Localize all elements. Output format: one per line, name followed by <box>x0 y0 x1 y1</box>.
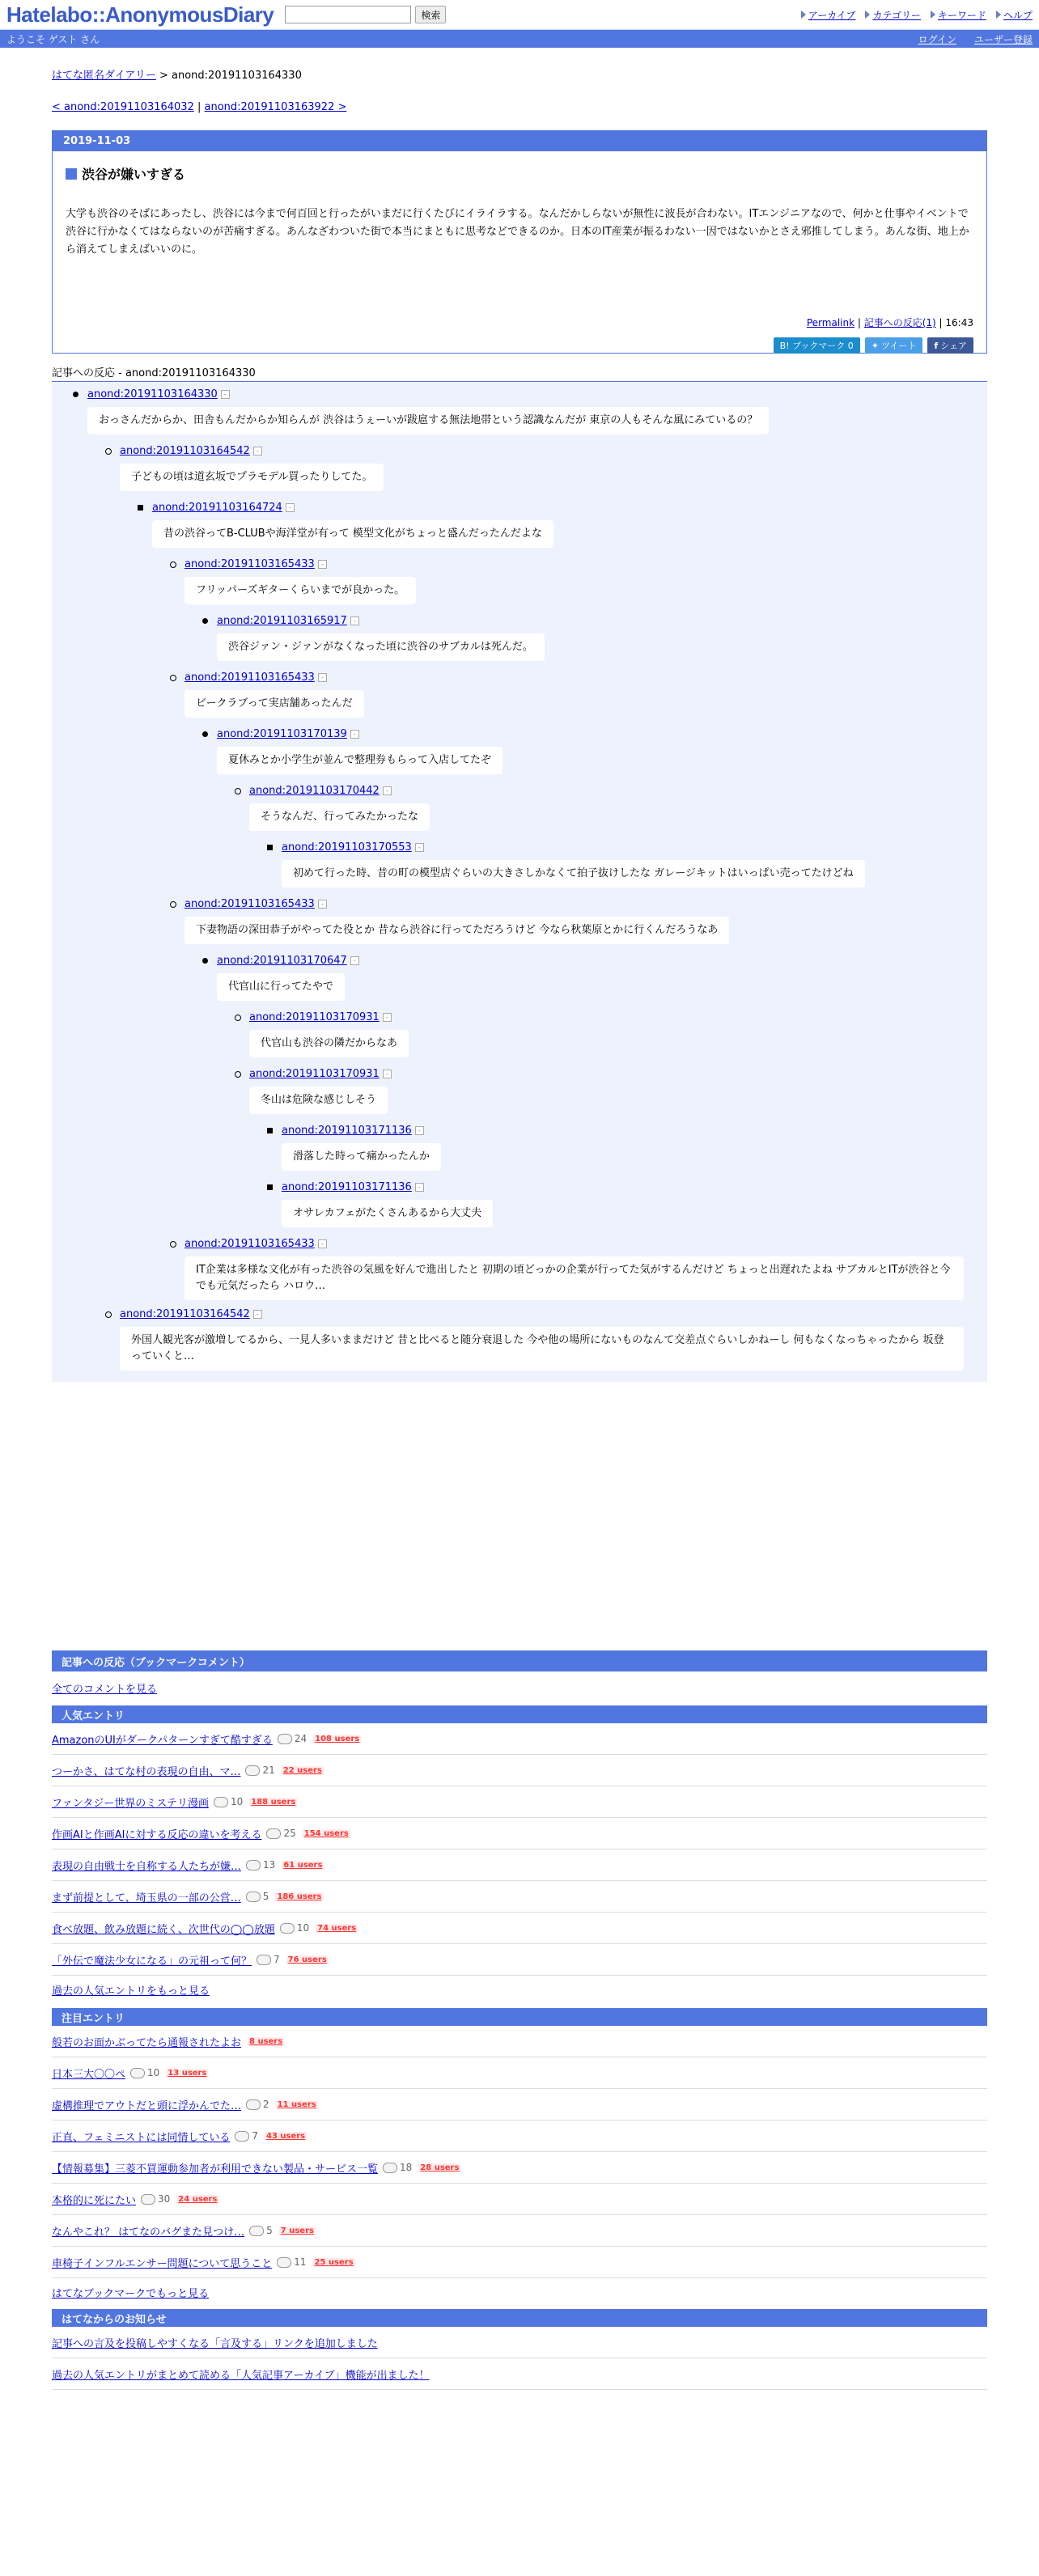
top-bar <box>0 0 1039 30</box>
bullet-icon <box>170 561 176 568</box>
news-link[interactable]: 過去の人気エントリがまとめて読める「人気記事アーカイブ」機能が出ました！ <box>52 2369 430 2382</box>
users-badge[interactable]: 108 users <box>315 1734 360 1743</box>
users-badge[interactable]: 8 users <box>249 2036 283 2046</box>
comment-count: 2 <box>246 2099 269 2110</box>
reaction-text: ビークラブって実店舗あったんだ <box>184 690 364 718</box>
fold-icon[interactable]: - <box>253 1310 262 1319</box>
reaction-text: オサレカフェがたくさんあるから大丈夫 <box>282 1200 493 1227</box>
comment-icon <box>280 1923 295 1934</box>
prev-entry-link[interactable]: < anond:20191103164032 <box>52 101 194 113</box>
reaction-link[interactable]: anond:20191103171136 <box>282 1125 412 1137</box>
attention-entry <box>52 2057 987 2089</box>
comment-count: 5 <box>246 1891 269 1902</box>
bullet-icon <box>235 1015 241 1021</box>
bullet-icon <box>202 731 208 737</box>
entry-link[interactable]: 作画AIと作画AIに対する反応の違いを考える <box>52 1828 262 1841</box>
top-nav <box>801 8 1033 22</box>
nav-archive[interactable]: アーカイブ <box>801 8 856 22</box>
bullet-icon <box>170 675 176 681</box>
reaction-text: 代官山も渋谷の隣だからなあ <box>249 1030 409 1057</box>
reaction-node <box>87 388 769 434</box>
comment-icon <box>246 1892 261 1902</box>
news-item <box>52 2358 987 2390</box>
popular-entry <box>52 1881 987 1913</box>
reaction-link[interactable]: anond:20191103170553 <box>282 841 412 854</box>
article-meta: Permalink | 記事への反応(1) | 16:43 <box>806 317 973 328</box>
nav-keyword[interactable]: キーワード <box>931 8 986 22</box>
comment-count: 13 <box>246 1859 275 1871</box>
news-section <box>52 2309 987 2390</box>
reaction-node <box>282 841 865 888</box>
attention-heading: 注目エントリ <box>52 2008 987 2026</box>
attention-entry <box>52 2184 987 2215</box>
share-buttons <box>774 337 973 354</box>
news-link[interactable]: 記事への言及を投稿しやすくなる「言及する」リンクを追加しました <box>52 2337 378 2350</box>
popular-entry <box>52 1786 987 1818</box>
entry-link[interactable]: 日本三大〇〇ペ <box>52 2068 126 2081</box>
reaction-text: 昔の渋谷ってB-CLUBや海洋堂が有って 模型文化がちょっと盛んだったんだよな <box>152 520 553 548</box>
users-badge[interactable]: 43 users <box>266 2131 306 2141</box>
fold-icon[interactable]: - <box>383 786 392 795</box>
triangle-icon <box>865 11 870 19</box>
entry-link[interactable]: なんやこれ？ はてなのバグまた見つけ… <box>52 2226 245 2239</box>
reaction-text: 代官山に行ってたやで <box>217 973 345 1001</box>
reaction-link[interactable]: anond:20191103171136 <box>282 1181 412 1193</box>
comment-count: 10 <box>214 1796 243 1807</box>
attention-entry <box>52 2215 987 2247</box>
comment-count: 25 <box>266 1828 295 1839</box>
reaction-link[interactable]: anond:20191103164330 <box>87 388 218 400</box>
reactions-heading: 記事への反応 - anond:20191103164330 <box>52 364 987 382</box>
facebook-share-button[interactable]: f シェア <box>927 337 973 354</box>
reaction-node <box>217 955 359 1001</box>
popular-heading: 人気エントリ <box>52 1705 987 1723</box>
comment-count: 10 <box>130 2067 159 2078</box>
users-badge[interactable]: 25 users <box>314 2257 354 2267</box>
entry-link[interactable]: 本格的に死にたい <box>52 2194 137 2207</box>
bullet-icon <box>202 618 208 624</box>
permalink-link[interactable]: Permalink <box>806 317 855 328</box>
fold-icon[interactable]: - <box>350 730 359 739</box>
attention-entry <box>52 2247 987 2278</box>
bullet-icon <box>235 788 241 794</box>
reaction-tree <box>52 382 987 1382</box>
comment-icon <box>141 2194 155 2205</box>
entry-link[interactable]: 【情報募集】三菱不買運動参加者が利用できない製品・サービス一覧 <box>52 2163 379 2176</box>
reaction-link[interactable]: anond:20191103170931 <box>249 1068 380 1080</box>
bullet-icon <box>267 845 273 850</box>
attention-entry <box>52 2089 987 2121</box>
square-icon <box>66 168 77 180</box>
reaction-link[interactable]: anond:20191103165917 <box>217 615 347 627</box>
all-comments-row <box>52 1678 987 1697</box>
comment-count: 30 <box>141 2193 170 2205</box>
entry-link[interactable]: 車椅子インフルエンサー問題について思うこと <box>52 2257 273 2270</box>
entry-link[interactable]: まず前提として、埼玉県の一部の公営… <box>52 1892 241 1904</box>
users-badge[interactable]: 7 users <box>280 2226 314 2235</box>
popular-entry <box>52 1913 987 1944</box>
fold-icon[interactable]: - <box>415 1183 424 1192</box>
reactions-link[interactable]: 記事への反応(1) <box>863 317 936 328</box>
facebook-icon: f <box>934 340 939 351</box>
comment-icon <box>214 1797 228 1807</box>
comment-count: 21 <box>245 1765 274 1776</box>
next-entry-link[interactable]: anond:20191103163922 > <box>204 101 347 113</box>
reaction-node <box>184 672 364 718</box>
bullet-icon <box>105 448 112 455</box>
comment-count: 7 <box>235 2130 258 2142</box>
pager: < anond:20191103164032 | anond:20191103163922 > <box>52 101 347 113</box>
fold-icon[interactable]: - <box>286 503 295 512</box>
twitter-icon: ✦ <box>871 340 879 351</box>
article <box>52 130 987 354</box>
date-bar: 2019-11-03 <box>52 130 987 151</box>
reaction-link[interactable]: anond:20191103170442 <box>249 785 380 797</box>
article-title: 渋谷が嫌いすぎる <box>66 164 973 183</box>
entry-link[interactable]: 表現の自由戦士を自称する人たちが嫌… <box>52 1860 242 1873</box>
article-body: 大学も渋谷のそばにあったし、渋谷には今まで何百回と行ったがいまだに行くたびにイライラする。なんだかしらないが無性に波長が合わない。ITエンジニアなので、何かと仕事やイベントで渋谷に行かなくてはならないのが苦痛すぎる。あんなざわついた街で本当にまともに思考などできるのか。日本のIT産業が振るわない一因ではないかとさえ邪推してしまう。あんな街、地上から消えてしまえばいいのに。 <box>66 208 969 256</box>
fold-icon[interactable]: - <box>415 843 424 852</box>
bullet-icon <box>235 1071 241 1078</box>
fold-icon[interactable]: - <box>221 390 230 399</box>
breadcrumb-current: anond:20191103164330 <box>172 70 302 82</box>
users-badge[interactable]: 28 users <box>420 2163 460 2172</box>
reaction-text: 滑落した時って痛かったんか <box>282 1143 441 1171</box>
breadcrumb: はてな匿名ダイアリー > anond:20191103164330 <box>52 70 302 82</box>
users-badge[interactable]: 76 users <box>287 1955 327 1964</box>
register-link[interactable]: ユーザー登録 <box>973 33 1033 45</box>
bullet-icon <box>105 1311 112 1318</box>
reaction-text: 冬山は危険な感じしそう <box>249 1087 388 1114</box>
news-heading: はてなからのお知らせ <box>52 2309 987 2327</box>
users-badge[interactable]: 188 users <box>251 1797 296 1807</box>
comment-icon <box>249 2226 264 2236</box>
comment-icon <box>245 1765 260 1776</box>
comment-count: 7 <box>257 1954 280 1965</box>
news-item <box>52 2327 987 2358</box>
reaction-text: おっさんだからか、田舎もんだからか知らんが 渋谷はうぇーいが跋扈する無法地帯という認識なんだが 東京の人もそんな風にみているの？ <box>87 407 769 434</box>
login-link[interactable]: ログイン <box>918 33 956 45</box>
comment-icon <box>246 2099 261 2110</box>
reaction-text: フリッパーズギターくらいまでが良かった。 <box>184 577 416 604</box>
reaction-text: 下妻物語の深田恭子がやってた役とか 昔なら渋谷に行ってただろうけど 今なら秋葉原とかに行くんだろうなあ <box>184 917 729 944</box>
reaction-link[interactable]: anond:20191103164724 <box>152 502 282 514</box>
reaction-text: そうなんだ、行ってみたかったな <box>249 803 430 831</box>
bullet-icon <box>267 1128 273 1133</box>
breadcrumb-home[interactable]: はてな匿名ダイアリー <box>52 70 156 82</box>
comment-count: 11 <box>277 2256 306 2268</box>
attention-more-link[interactable]: はてなブックマークでもっと見る <box>52 2287 210 2300</box>
search-input[interactable] <box>285 6 411 23</box>
attention-entry <box>52 2121 987 2152</box>
site-logo[interactable]: Hatelabo::AnonymousDiary <box>6 2 274 27</box>
attention-entry <box>52 2026 987 2057</box>
comment-count: 10 <box>280 1922 309 1934</box>
fold-icon[interactable]: - <box>415 1126 424 1135</box>
reaction-node <box>249 785 430 831</box>
entry-link[interactable]: 般若のお面かぶってたら通報されたよお <box>52 2036 242 2049</box>
hatena-bookmark-button[interactable]: B! ブックマーク 0 <box>774 337 860 354</box>
comment-icon <box>277 2257 291 2268</box>
triangle-icon <box>996 11 1001 19</box>
fold-icon[interactable]: - <box>318 560 327 569</box>
triangle-icon <box>801 11 806 19</box>
comment-icon <box>246 1860 261 1871</box>
reaction-link[interactable]: anond:20191103170931 <box>249 1011 380 1023</box>
comment-count: 5 <box>249 2225 273 2236</box>
reaction-link[interactable]: anond:20191103165433 <box>184 672 315 684</box>
comment-icon <box>383 2163 397 2173</box>
reactions-section <box>52 364 987 1382</box>
comment-icon <box>278 1734 292 1744</box>
reaction-link[interactable]: anond:20191103165433 <box>184 1238 315 1250</box>
popular-entry <box>52 1849 987 1881</box>
reaction-link[interactable]: anond:20191103165433 <box>184 898 315 910</box>
entry-link[interactable]: つーかさ、はてな村の表現の自由、マ… <box>52 1765 241 1778</box>
comment-count: 24 <box>278 1733 307 1744</box>
article-box <box>52 151 987 354</box>
search-button[interactable]: 検索 <box>415 6 446 23</box>
nav-category[interactable]: カテゴリー <box>865 8 921 22</box>
bullet-icon <box>170 901 176 908</box>
attention-entries-section <box>52 2008 987 2306</box>
tweet-button[interactable]: ✦ ツイート <box>865 337 923 354</box>
fold-icon[interactable]: - <box>318 900 327 909</box>
bullet-icon <box>170 1241 176 1248</box>
popular-entry <box>52 1755 987 1786</box>
reaction-node <box>282 1125 441 1171</box>
triangle-icon <box>931 11 935 19</box>
reaction-text: 初めて行った時、昔の町の模型店ぐらいの大きさしかなくて拍子抜けしたな ガレージキットはいっぱい売ってたけどね <box>282 860 865 888</box>
popular-entry <box>52 1944 987 1976</box>
entry-link[interactable]: 食べ放題、飲み放題に続く、次世代の◯◯放題 <box>52 1923 275 1936</box>
comment-icon <box>235 2131 249 2142</box>
welcome-text: ようこそ ゲスト さん <box>6 33 100 45</box>
user-bar <box>0 30 1039 48</box>
fold-icon[interactable]: - <box>318 673 327 682</box>
entry-link[interactable]: 正直、フェミニストには同情している <box>52 2131 231 2144</box>
attention-entry <box>52 2152 987 2184</box>
reaction-node <box>184 1238 978 1300</box>
reaction-node <box>217 615 545 661</box>
bullet-icon <box>267 1184 273 1190</box>
reaction-link[interactable]: anond:20191103170647 <box>217 955 347 967</box>
attention-more-row <box>52 2278 987 2306</box>
all-comments-link[interactable]: 全てのコメントを見る <box>52 1683 158 1696</box>
fold-icon[interactable]: - <box>318 1239 327 1248</box>
popular-entry <box>52 1818 987 1849</box>
reaction-node <box>152 502 553 548</box>
post-time: | 16:43 <box>935 317 973 328</box>
reaction-text: IT企業は多様な文化が有った渋谷の気風を好んで進出したと 初期の頃どっかの企業が行ってた気がするんだけど ちょっと出遅れたよね サブカルとITが渋谷と今でも元気だったら ハロウ… <box>184 1256 964 1300</box>
reaction-text: 夏休みとか小学生が並んで整理券もらって入店してたぞ <box>217 747 503 774</box>
users-badge[interactable]: 22 users <box>282 1765 322 1775</box>
bullet-icon <box>73 392 78 397</box>
reaction-node <box>120 1308 978 1371</box>
reaction-node <box>120 445 384 491</box>
entry-link[interactable]: AmazonのUIがダークパターンすぎて酷すぎる <box>52 1734 273 1747</box>
reaction-node <box>184 898 729 944</box>
popular-more-row <box>52 1976 987 2003</box>
entry-link[interactable]: 「外伝で魔法少女になる」の元祖って何？ <box>52 1955 252 1968</box>
reaction-text: 渋谷ジァン・ジァンがなくなった頃に渋谷のサブカルは死んだ。 <box>217 633 545 661</box>
users-badge[interactable]: 61 users <box>283 1860 323 1870</box>
users-badge[interactable]: 186 users <box>277 1892 322 1901</box>
nav-help[interactable]: ヘルプ <box>996 8 1033 22</box>
fold-icon[interactable]: - <box>350 616 359 625</box>
entry-link[interactable]: ファンタジー世界のミステリ漫画 <box>52 1797 209 1810</box>
users-badge[interactable]: 24 users <box>178 2194 218 2204</box>
reaction-link[interactable]: anond:20191103164542 <box>120 1308 250 1320</box>
comment-count: 18 <box>383 2162 412 2173</box>
reaction-node <box>249 1068 392 1114</box>
users-badge[interactable]: 13 users <box>168 2068 207 2078</box>
users-badge[interactable]: 154 users <box>303 1828 349 1838</box>
reaction-node <box>217 728 503 774</box>
reaction-text: 外国人観光客が激増してるから、一見人多いままだけど 昔と比べると随分衰退した 今や他の場所にないものなんて交差点ぐらいしかねーし 何もなくなっちゃったから 坂登っていくと… <box>120 1327 964 1371</box>
fold-icon[interactable]: - <box>383 1070 392 1078</box>
reaction-node <box>249 1011 409 1057</box>
bullet-icon <box>138 505 143 511</box>
reaction-node <box>184 558 416 604</box>
comment-icon <box>266 1828 281 1839</box>
fold-icon[interactable]: - <box>383 1013 392 1022</box>
reaction-text: 子どもの頃は道玄坂でプラモデル買ったりしてた。 <box>120 464 384 491</box>
comment-icon <box>130 2068 145 2078</box>
users-badge[interactable]: 74 users <box>317 1923 357 1933</box>
users-badge[interactable]: 11 users <box>277 2099 316 2109</box>
popular-entries-section <box>52 1705 987 2003</box>
bookmark-comments-heading: 記事への反応（ブックマークコメント） <box>52 1650 987 1671</box>
popular-more-link[interactable]: 過去の人気エントリをもっと見る <box>52 1985 210 1998</box>
reaction-link[interactable]: anond:20191103164542 <box>120 445 250 457</box>
fold-icon[interactable]: - <box>253 447 262 455</box>
fold-icon[interactable]: - <box>350 956 359 965</box>
entry-link[interactable]: 虚構推理でアウトだと頭に浮かんでた… <box>52 2099 242 2112</box>
reaction-link[interactable]: anond:20191103165433 <box>184 558 315 570</box>
comment-icon <box>257 1955 271 1965</box>
reaction-node <box>282 1181 493 1227</box>
reaction-link[interactable]: anond:20191103170139 <box>217 728 347 740</box>
popular-entry <box>52 1723 987 1755</box>
bookmark-comments-section <box>52 1650 987 1697</box>
bullet-icon <box>202 958 208 964</box>
